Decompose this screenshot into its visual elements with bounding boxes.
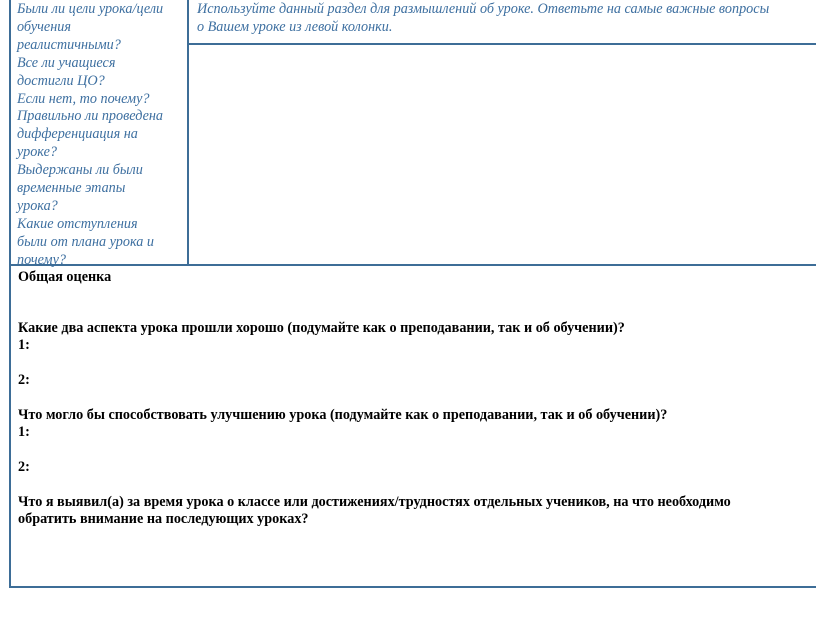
question-learned-line-2: обратить внимание на последующих уроках? [18, 511, 309, 527]
reflection-answer-area[interactable] [189, 45, 816, 264]
question-line: Правильно ли проведена [17, 108, 163, 125]
question-line: были от плана урока и [17, 233, 154, 250]
question-line: Какие отступления [17, 215, 138, 232]
question-line: Если нет, то почему? [17, 90, 150, 107]
instruction-cell [189, 0, 816, 45]
question-line: Выдержаны ли были [17, 162, 143, 179]
reflection-answer-cell [189, 0, 816, 264]
went-well-item-2: 2: [18, 372, 30, 388]
reflection-questions [17, 1, 183, 270]
improve-item-1: 1: [18, 424, 30, 440]
summary-heading: Общая оценка [18, 269, 112, 285]
summary-cell [11, 266, 816, 586]
instruction-text [197, 1, 815, 37]
question-line: дифференциация на [17, 126, 138, 143]
question-line: урока? [17, 197, 58, 214]
question-line: достигли ЦО? [17, 72, 105, 89]
question-line: Все ли учащиеся [17, 54, 116, 71]
question-line: реалистичными? [17, 36, 121, 53]
question-line: обучения [17, 18, 71, 35]
question-line: временные этапы [17, 180, 126, 197]
question-line: уроке? [17, 144, 57, 161]
question-line: Были ли цели урока/цели [17, 1, 164, 17]
reflection-row [11, 0, 816, 266]
improve-item-2: 2: [18, 459, 30, 475]
lesson-reflection-table [9, 0, 816, 588]
question-went-well: Какие два аспекта урока прошли хорошо (подумайте как о преподавании, так и об обучении)? [18, 320, 625, 336]
instruction-line: о Вашем уроке из левой колонки. [197, 18, 393, 35]
question-learned-line-1: Что я выявил(а) за время урока о классе или достижениях/трудностях отдельных учеников, на что необходимо [18, 494, 731, 510]
question-improve: Что могло бы способствовать улучшению урока (подумайте как о преподавании, так и об обучении)? [18, 407, 668, 423]
went-well-item-1: 1: [18, 337, 30, 353]
instruction-line: Используйте данный раздел для размышлений об уроке. Ответьте на самые важные вопросы [197, 1, 770, 17]
question-line: почему? [17, 251, 66, 268]
reflection-questions-cell [11, 0, 189, 268]
